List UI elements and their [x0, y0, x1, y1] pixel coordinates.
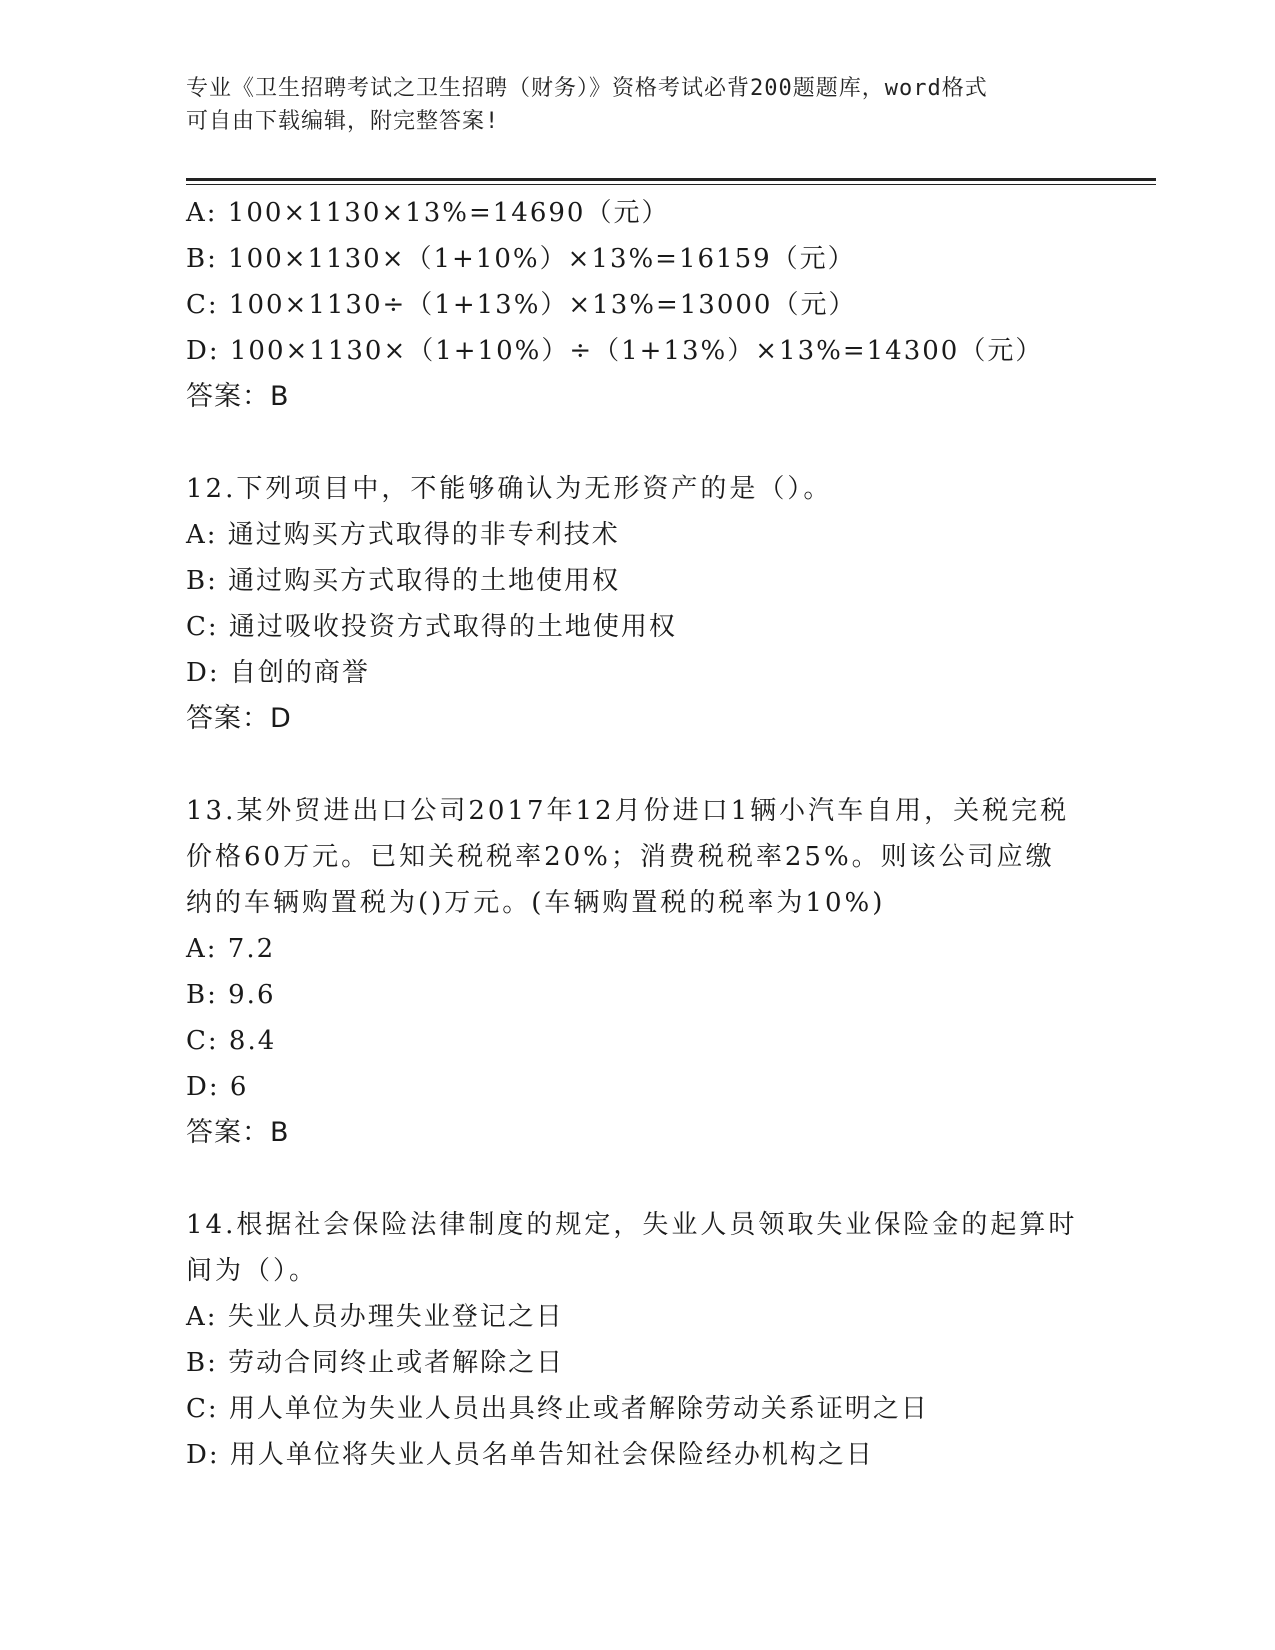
spacer: [186, 742, 1086, 788]
option-c: C: 8.4: [186, 1026, 277, 1056]
question-11: [186, 190, 1086, 420]
option-a: A: 失业人员办理失业登记之日: [186, 1302, 564, 1332]
question-stem: 13.某外贸进出口公司2017年12月份进口1辆小汽车自用，关税完税: [186, 796, 1070, 826]
header-line-1: 专业《卫生招聘考试之卫生招聘（财务）》资格考试必背200题题库，word格式: [186, 76, 988, 101]
page-header: [186, 72, 1086, 138]
question-stem: 间为（）。: [186, 1256, 319, 1286]
option-b: B: 100×1130×（1+10%）×13%=16159（元）: [186, 244, 856, 274]
question-13: [186, 788, 1086, 1156]
spacer: [186, 1156, 1086, 1202]
option-c: C: 通过吸收投资方式取得的土地使用权: [186, 612, 677, 642]
question-stem: 12.下列项目中，不能够确认为无形资产的是（）。: [186, 474, 833, 504]
option-d: D: 6: [186, 1072, 249, 1102]
header-rule-thin: [186, 184, 1156, 185]
option-d: D: 用人单位将失业人员名单告知社会保险经办机构之日: [186, 1440, 874, 1470]
option-b: B: 9.6: [186, 980, 276, 1010]
question-14: [186, 1202, 1086, 1478]
option-b: B: 劳动合同终止或者解除之日: [186, 1348, 565, 1378]
option-c: C: 用人单位为失业人员出具终止或者解除劳动关系证明之日: [186, 1394, 929, 1424]
header-rule-thick: [186, 178, 1156, 181]
question-12: [186, 466, 1086, 742]
option-d: D: 自创的商誉: [186, 658, 370, 688]
question-stem: 价格60万元。已知关税税率20%；消费税税率25%。则该公司应缴: [186, 842, 1055, 872]
option-d: D: 100×1130×（1+10%）÷（1+13%）×13%=14300（元）: [186, 336, 1044, 366]
document-body: [186, 190, 1086, 1478]
answer: 答案：D: [186, 703, 292, 734]
answer: 答案：B: [186, 381, 290, 412]
question-stem: 纳的车辆购置税为()万元。(车辆购置税的税率为10%): [186, 888, 886, 918]
header-line-2: 可自由下载编辑，附完整答案!: [186, 109, 500, 134]
option-c: C: 100×1130÷（1+13%）×13%=13000（元）: [186, 290, 857, 320]
option-a: A: 7.2: [186, 934, 276, 964]
question-stem: 14.根据社会保险法律制度的规定，失业人员领取失业保险金的起算时: [186, 1210, 1078, 1240]
answer: 答案：B: [186, 1117, 290, 1148]
option-b: B: 通过购买方式取得的土地使用权: [186, 566, 621, 596]
option-a: A: 100×1130×13%=14690（元）: [186, 198, 670, 228]
option-a: A: 通过购买方式取得的非专利技术: [186, 520, 620, 550]
spacer: [186, 420, 1086, 466]
